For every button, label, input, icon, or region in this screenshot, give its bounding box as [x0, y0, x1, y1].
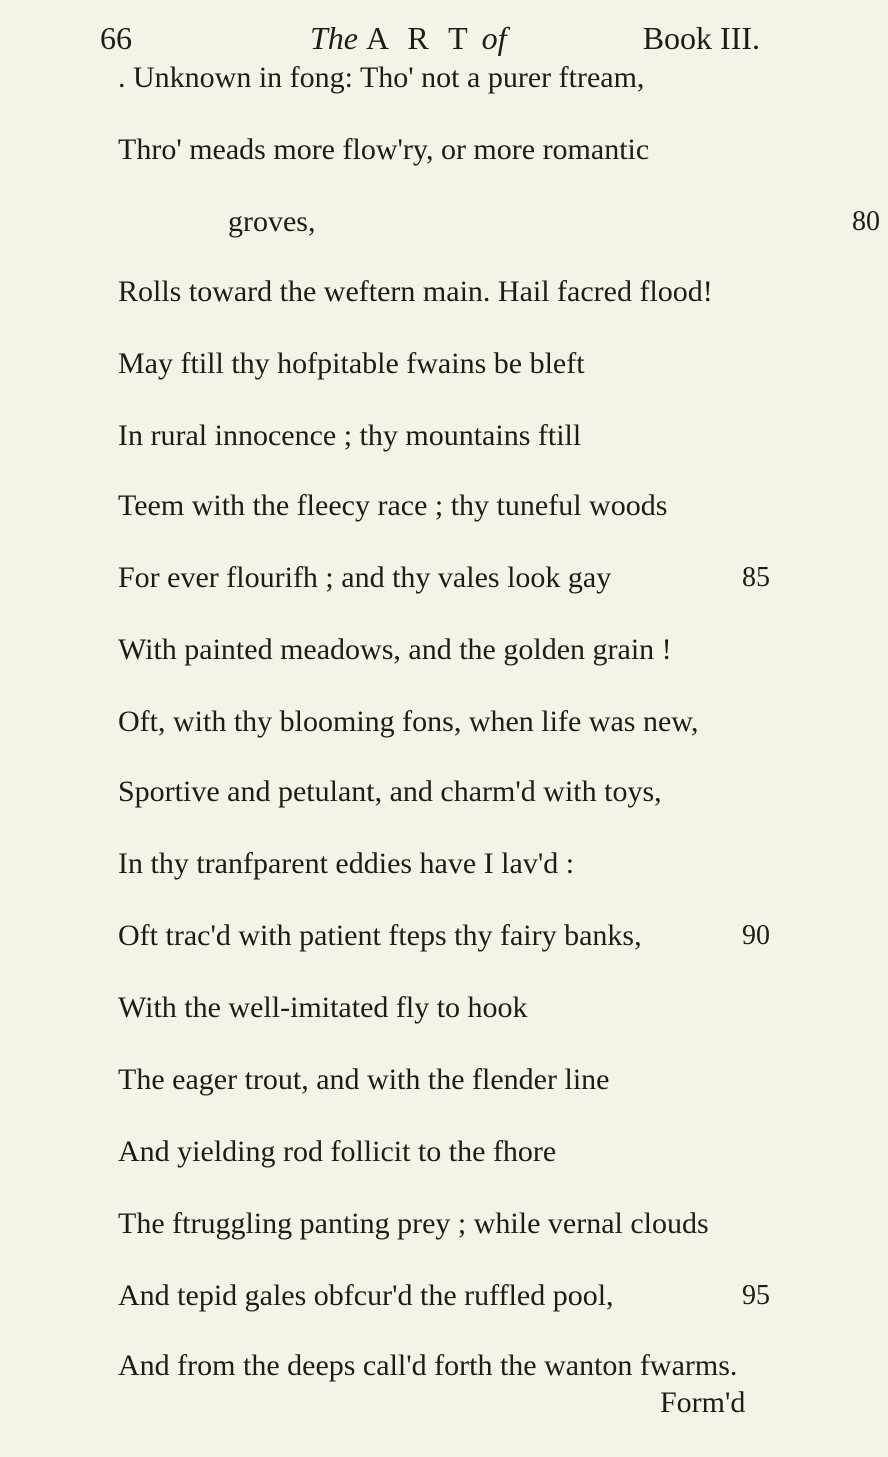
verse-line-text: . Unknown in fong: Tho' not a purer ftream,	[118, 61, 645, 94]
verse-line-text: The ftruggling panting prey ; while vernal clouds	[118, 1207, 709, 1240]
book-label: Book III.	[642, 20, 760, 56]
verse-line-text: And tepid gales obfcur'd the ruffled pool,	[118, 1279, 614, 1312]
verse-line	[118, 838, 778, 890]
verse-line	[118, 480, 778, 532]
verse-line-text: groves,	[228, 205, 316, 238]
verse-line	[118, 766, 778, 818]
verse-line	[118, 338, 778, 390]
verse-line-text: In thy tranfparent eddies have I lav'd :	[118, 847, 575, 880]
verse-line-text: Rolls toward the weftern main. Hail facred flood!	[118, 275, 713, 308]
verse-line-text: Thro' meads more flow'ry, or more romantic	[118, 133, 650, 166]
line-number: 80	[852, 206, 880, 237]
verse-line	[118, 910, 778, 962]
running-title-of: of	[481, 20, 507, 56]
verse-line	[118, 1054, 778, 1106]
verse-line	[118, 266, 778, 318]
running-title-art: A R T	[366, 20, 474, 56]
verse-line	[118, 1126, 778, 1178]
verse-line	[118, 52, 778, 104]
verse-line	[118, 1270, 778, 1322]
verse-line	[228, 196, 888, 248]
running-title-the: The	[310, 20, 358, 56]
verse-line	[118, 124, 778, 176]
verse-line-text: And from the deeps call'd forth the wanton fwarms.	[118, 1349, 738, 1382]
verse-line	[118, 982, 778, 1034]
catchword: Form'd	[660, 1386, 746, 1419]
verse-line-text: For ever flourifh ; and thy vales look gay	[118, 561, 612, 594]
verse-line-text: And yielding rod follicit to the fhore	[118, 1135, 557, 1168]
verse-line-text: Sportive and petulant, and charm'd with toys,	[118, 775, 662, 808]
page-number: 66	[100, 20, 132, 56]
verse-line-text: The eager trout, and with the flender line	[118, 1063, 610, 1096]
verse-line-text: In rural innocence ; thy mountains ftill	[118, 419, 582, 452]
verse-line	[118, 624, 778, 676]
verse-line-text: May ftill thy hofpitable fwains be bleft	[118, 347, 585, 380]
verse-line	[118, 696, 778, 748]
verse-line-text: With painted meadows, and the golden grain !	[118, 633, 672, 666]
line-number: 85	[742, 562, 770, 593]
verse-line	[118, 552, 778, 604]
verse-line-text: Oft trac'd with patient fteps thy fairy banks,	[118, 919, 642, 952]
line-number: 95	[742, 1280, 770, 1311]
verse-line	[118, 410, 778, 462]
verse-line-text: Oft, with thy blooming fons, when life was new,	[118, 705, 699, 738]
verse-line-text: Teem with the fleecy race ; thy tuneful woods	[118, 489, 668, 522]
verse-line	[118, 1198, 778, 1250]
line-number: 90	[742, 920, 770, 951]
verse-line-text: With the well-imitated fly to hook	[118, 991, 528, 1024]
